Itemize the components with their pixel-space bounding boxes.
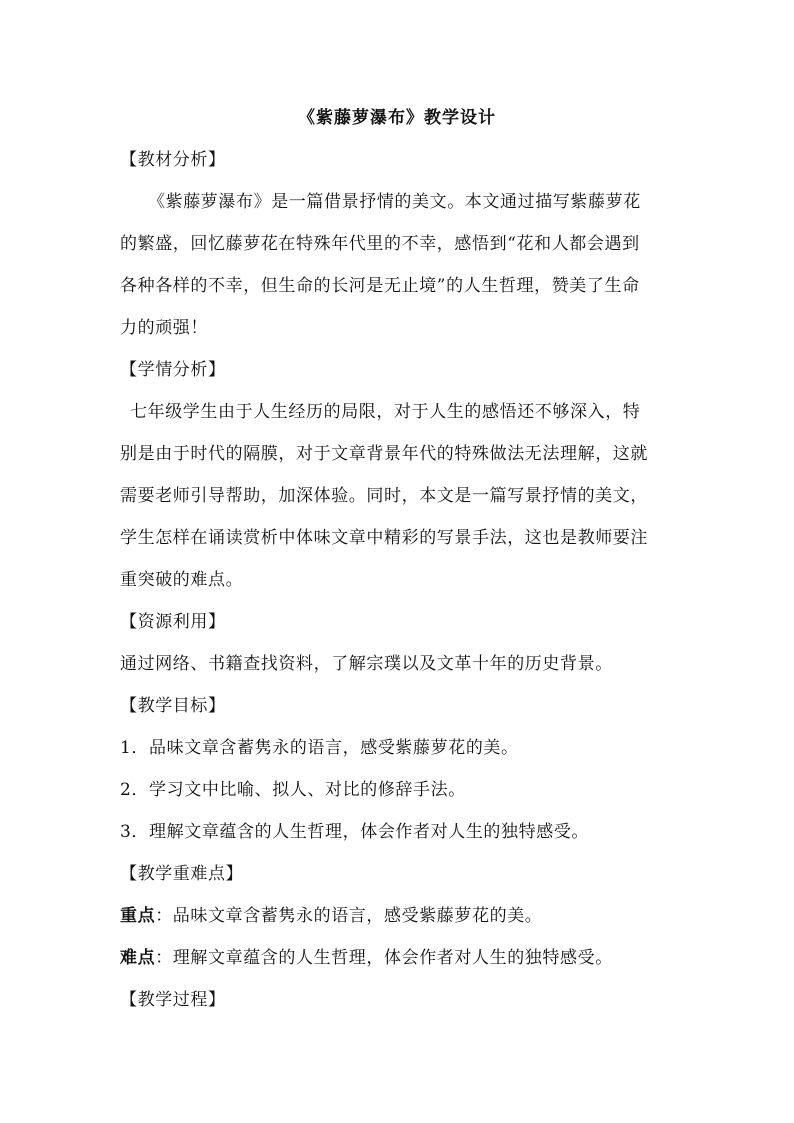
key-point-text: ：品味文章含蓄隽永的语言，感受紫藤萝花的美。 bbox=[155, 906, 543, 926]
document-title: 《紫藤萝瀑布》教学设计 bbox=[298, 108, 496, 128]
goal-item: 3．理解文章蕴含的人生哲理，体会作者对人生的独特感受。 bbox=[120, 822, 590, 842]
difficult-point-label: 难点 bbox=[120, 948, 156, 968]
paragraph-line: 各种各样的不幸，但生命的长河是无止境”的人生哲理，赞美了生命 bbox=[120, 276, 640, 296]
section-heading-textbook-analysis: 【教材分析】 bbox=[120, 150, 226, 170]
difficult-point-line bbox=[120, 946, 613, 970]
paragraph-line: 重突破的难点。 bbox=[120, 570, 244, 590]
key-point-label: 重点 bbox=[120, 906, 156, 926]
paragraph-line: 力的顽强！ bbox=[120, 318, 208, 338]
section-heading-process: 【教学过程】 bbox=[120, 990, 226, 1010]
goal-item: 1．品味文章含蓄隽永的语言，感受紫藤萝花的美。 bbox=[120, 738, 519, 758]
key-point-line bbox=[120, 904, 542, 928]
section-heading-resources: 【资源利用】 bbox=[120, 612, 226, 632]
difficult-point-text: ：理解文章蕴含的人生哲理，体会作者对人生的独特感受。 bbox=[155, 948, 613, 968]
goal-item: 2．学习文中比喻、拟人、对比的修辞手法。 bbox=[120, 780, 466, 800]
paragraph-line: 别是由于时代的隔膜，对于文章背景年代的特殊做法无法理解，这就 bbox=[120, 444, 648, 464]
paragraph-line: 需要老师引导帮助，加深体验。同时，本文是一篇写景抒情的美文， bbox=[120, 486, 648, 506]
section-heading-student-analysis: 【学情分析】 bbox=[120, 360, 226, 380]
paragraph-line: 的繁盛，回忆藤萝花在特殊年代里的不幸，感悟到“花和人都会遇到 bbox=[120, 234, 640, 254]
paragraph-line: 七年级学生由于人生经历的局限，对于人生的感悟还不够深入，特 bbox=[130, 402, 641, 422]
paragraph-line: 《紫藤萝瀑布》是一篇借景抒情的美文。本文通过描写紫藤萝花 bbox=[148, 192, 641, 212]
paragraph-line: 通过网络、书籍查找资料，了解宗璞以及文革十年的历史背景。 bbox=[120, 654, 613, 674]
section-heading-key-points: 【教学重难点】 bbox=[120, 864, 244, 884]
section-heading-goals: 【教学目标】 bbox=[120, 696, 226, 716]
paragraph-line: 学生怎样在诵读赏析中体味文章中精彩的写景手法，这也是教师要注 bbox=[120, 528, 648, 548]
